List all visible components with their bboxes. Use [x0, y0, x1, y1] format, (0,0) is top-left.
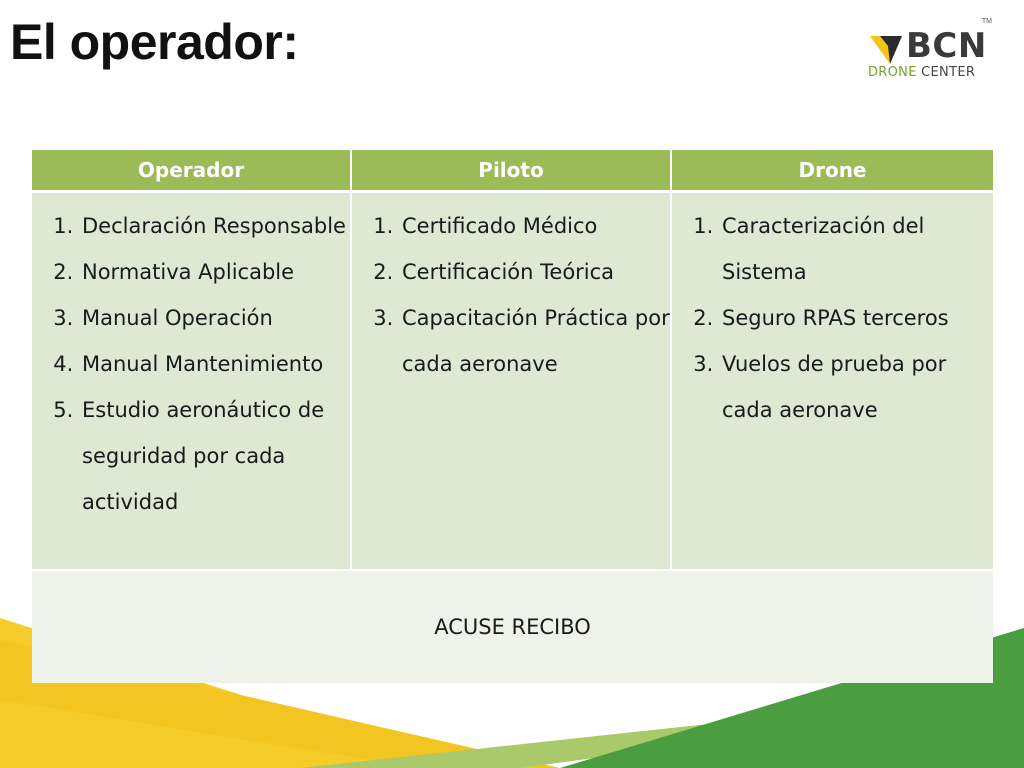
table-header-row: [32, 150, 993, 193]
drone-mark-icon: [868, 32, 904, 66]
list-item: 2. Normativa Aplicable: [80, 249, 350, 295]
trademark-symbol: TM: [981, 18, 992, 25]
list-item: 1. Declaración Responsable: [80, 203, 350, 249]
table-body-row: [32, 193, 993, 571]
list-item: 2. Seguro RPAS terceros: [720, 295, 993, 341]
header-piloto: Piloto: [352, 150, 672, 193]
header-operador: Operador: [32, 150, 352, 193]
piloto-cell: [352, 193, 672, 571]
page-title: El operador:: [10, 14, 299, 70]
logo-subtitle: [868, 65, 975, 81]
header-drone: Drone: [672, 150, 993, 193]
logo-center-text: CENTER: [921, 65, 976, 80]
acuse-recibo-cell: ACUSE RECIBO: [32, 571, 993, 683]
list-item: 4. Manual Mantenimiento: [80, 341, 350, 387]
drone-cell: [672, 193, 993, 571]
list-item: 3. Vuelos de prueba por cada aeronave: [720, 341, 993, 433]
operador-list: [32, 203, 350, 525]
list-item: 3. Manual Operación: [80, 295, 350, 341]
table-footer-row: [32, 571, 993, 683]
list-item: 1. Caracterización del Sistema: [720, 203, 993, 295]
logo-drone-text: DRONE: [868, 65, 917, 80]
piloto-list: [352, 203, 670, 387]
logo-brand-text: BCN: [906, 26, 987, 66]
requirements-table: [32, 150, 993, 683]
bcn-drone-center-logo: [866, 20, 996, 84]
list-item: 5. Estudio aeronáutico de seguridad por cada actividad: [80, 387, 350, 525]
list-item: 2. Certificación Teórica: [400, 249, 670, 295]
drone-list: [672, 203, 993, 433]
operador-cell: [32, 193, 352, 571]
list-item: 3. Capacitación Práctica por cada aeronave: [400, 295, 670, 387]
list-item: 1. Certificado Médico: [400, 203, 670, 249]
